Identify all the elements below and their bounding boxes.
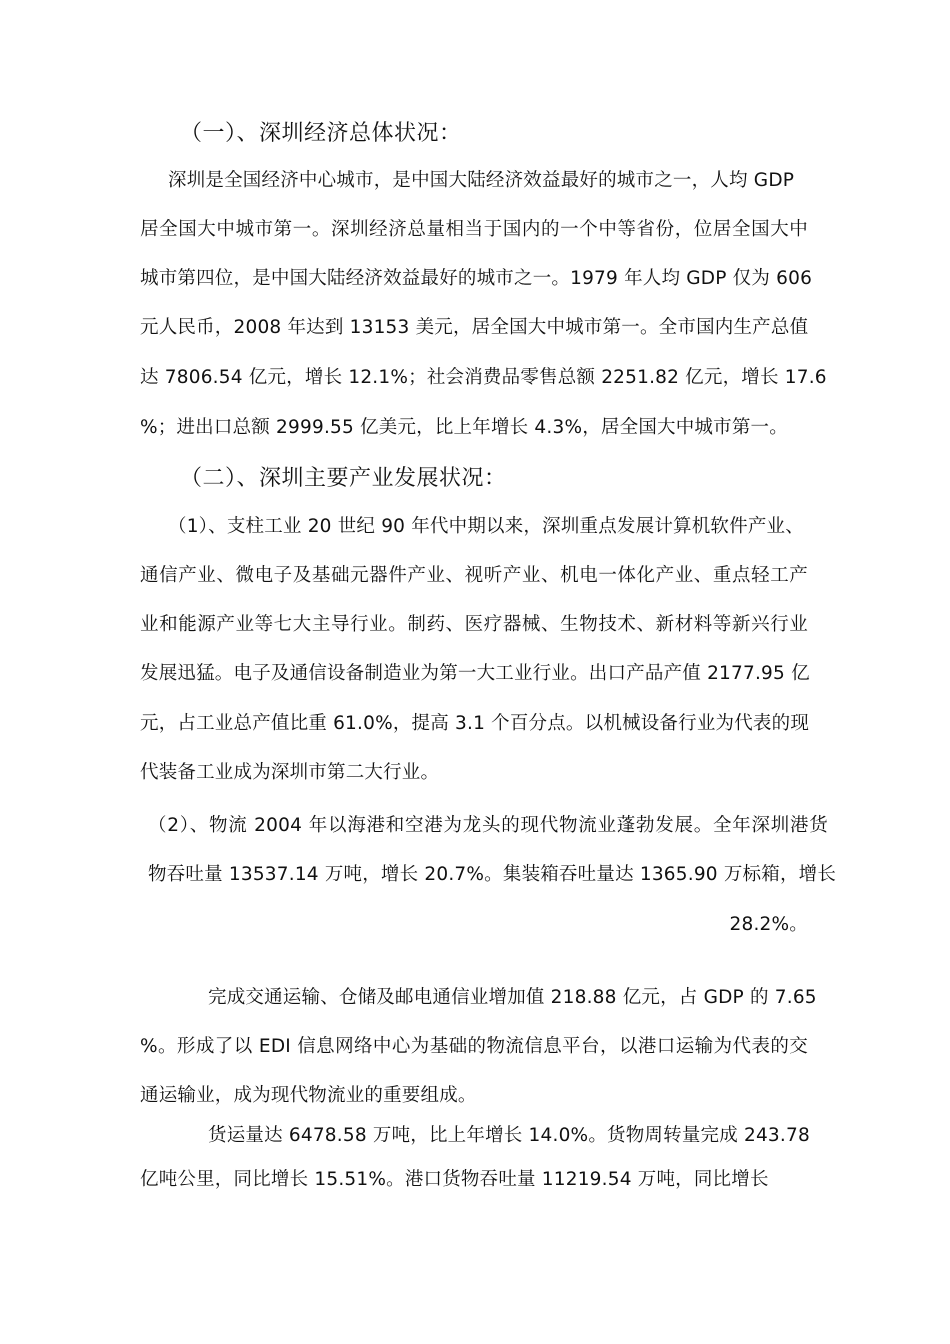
text-line: 发展迅猛。电子及通信设备制造业为第一大工业行业。出口产品产值 2177.95 亿 — [140, 663, 810, 684]
text-line: 通运输业，成为现代物流业的重要组成。 — [140, 1085, 477, 1106]
section-heading-economy: （一）、深圳经济总体状况： — [180, 121, 462, 146]
text-line: 城市第四位，是中国大陆经济效益最好的城市之一。1979 年人均 GDP 仅为 606 — [140, 268, 813, 289]
text-line: （1）、支柱工业 20 世纪 90 年代中期以来，深圳重点发展计算机软件产业、 — [168, 516, 804, 537]
text-line: 通信产业、微电子及基础元器件产业、视听产业、机电一体化产业、重点轻工产 — [140, 565, 808, 586]
text-line: 元人民币，2008 年达到 13153 美元，居全国大中城市第一。全市国内生产总值 — [140, 317, 809, 338]
text-line: 居全国大中城市第一。深圳经济总量相当于国内的一个中等省份，位居全国大中 — [140, 219, 808, 240]
text-line: 代装备工业成为深圳市第二大行业。 — [140, 762, 440, 783]
section-heading-industries: （二）、深圳主要产业发展状况： — [180, 466, 507, 491]
text-line: 业和能源产业等七大主导行业。制药、医疗器械、生物技术、新材料等新兴行业 — [140, 614, 808, 635]
text-line: 完成交通运输、仓储及邮电通信业增加值 218.88 亿元，占 GDP 的 7.65 — [208, 987, 817, 1008]
text-line: 物吞吐量 13537.14 万吨，增长 20.7%。集装箱吞吐量达 1365.90 万标箱，增长 — [148, 864, 837, 885]
text-line: %；进出口总额 2999.55 亿美元，比上年增长 4.3%，居全国大中城市第一。 — [140, 417, 788, 438]
text-line: %。形成了以 EDI 信息网络中心为基础的物流信息平台，以港口运输为代表的交 — [140, 1036, 808, 1057]
text-line: 元，占工业总产值比重 61.0%，提高 3.1 个百分点。以机械设备行业为代表的现 — [140, 713, 810, 734]
text-line: 亿吨公里，同比增长 15.51%。港口货物吞吐量 11219.54 万吨，同比增长 — [140, 1169, 769, 1190]
text-line: 28.2%。 — [729, 914, 808, 935]
text-line: 货运量达 6478.58 万吨，比上年增长 14.0%。货物周转量完成 243.78 — [208, 1125, 810, 1146]
text-line: 达 7806.54 亿元，增长 12.1%；社会消费品零售总额 2251.82 亿元，增长 17.6 — [140, 367, 827, 388]
text-line: （2）、物流 2004 年以海港和空港为龙头的现代物流业蓬勃发展。全年深圳港货 — [148, 815, 828, 836]
text-line: 深圳是全国经济中心城市，是中国大陆经济效益最好的城市之一，人均 GDP — [168, 170, 795, 191]
